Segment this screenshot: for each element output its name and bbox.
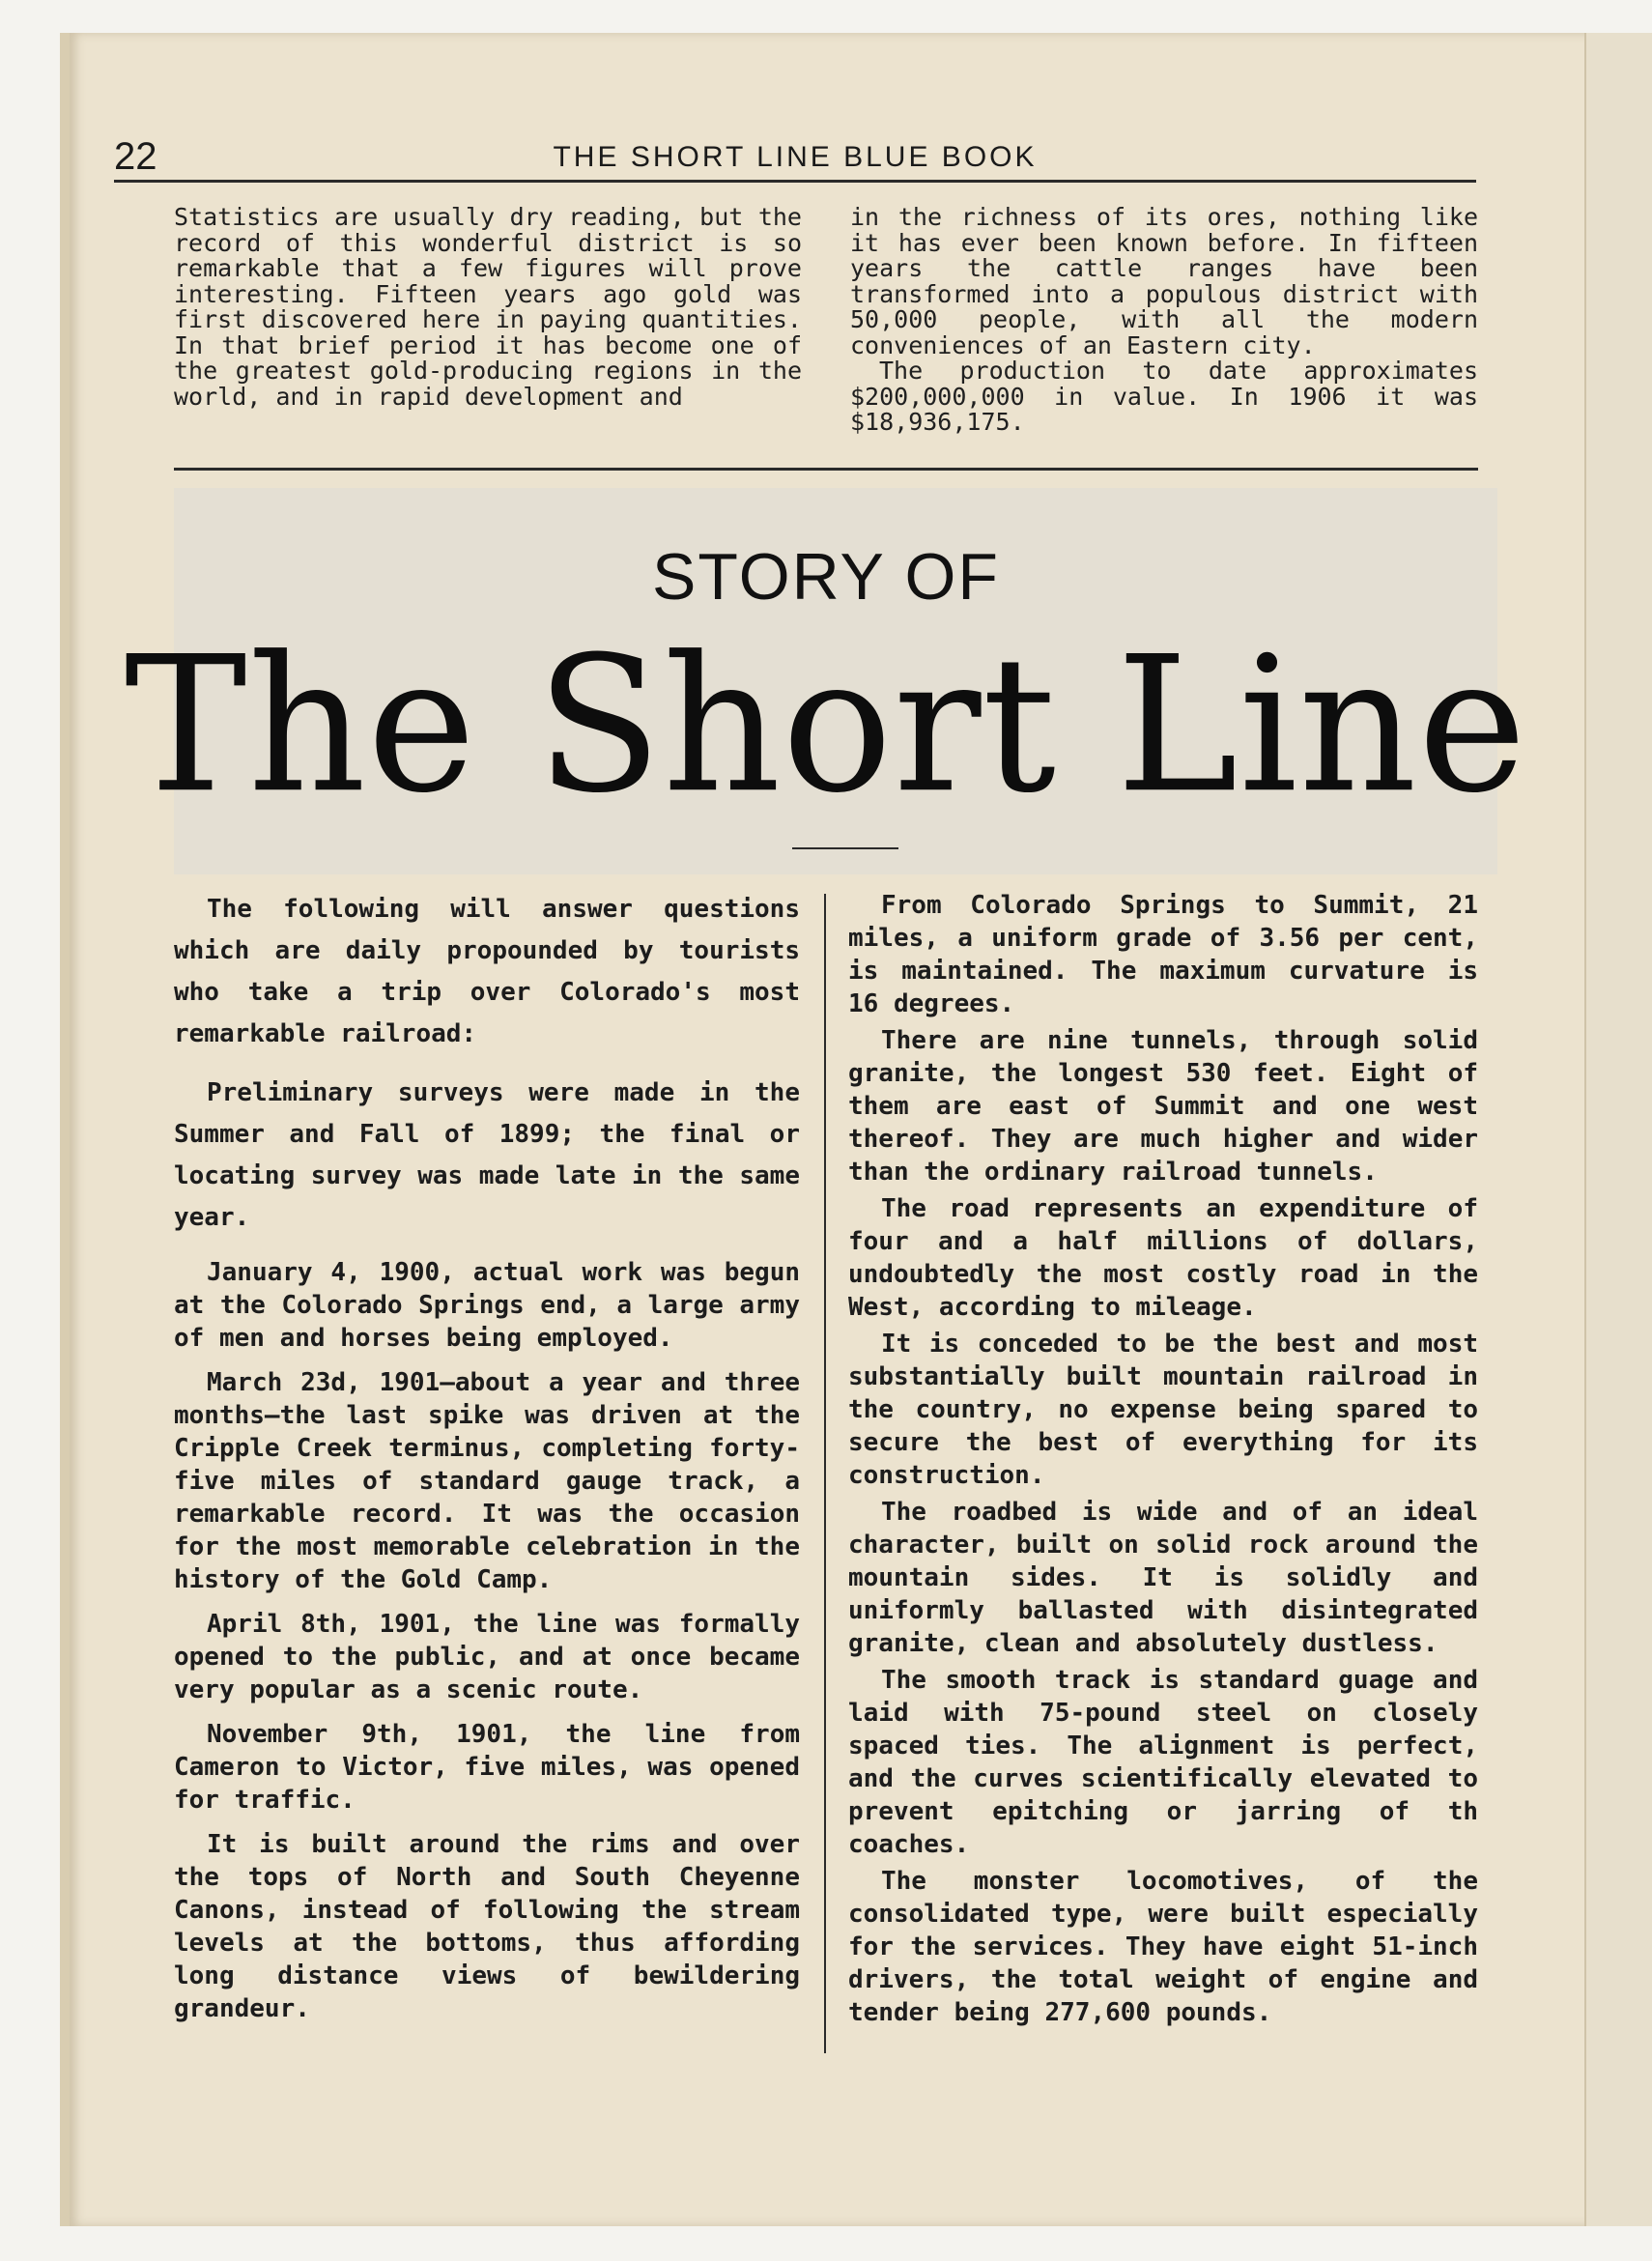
- body-paragraph: There are nine tunnels, through solid granite, the longest 530 feet. Eight of them are east of Summit and one west thereof. They are much higher and wider than the ordinary railroad tunnels.: [848, 1026, 1478, 1187]
- body-paragraph: The smooth track is standard guage and laid with 75-pound steel on closely spaced ties. The alignment is perfect, and the curves scientifically elevated to prevent epitching or jarring of th coaches.: [848, 1666, 1478, 1859]
- right-column: [848, 889, 1478, 2033]
- intro-paragraph: Statistics are usually dry reading, but the record of this wonderful district is so remarkable that a few figures will prove interesting. Fifteen years ago gold was first discovered here in paying quantities. In that brief period it has become one of the greatest gold-producing regions in the world, and in rapid development and: [174, 203, 802, 411]
- body-paragraph: March 23d, 1901—about a year and three months—the last spike was driven at the Cripple Creek terminus, completing forty-five miles of standard gauge track, a remarkable record. It was the occasion for the most memorable celebration in the history of the Gold Camp.: [174, 1368, 800, 1594]
- section-rule: [174, 468, 1478, 471]
- body-paragraph: November 9th, 1901, the line from Cameron to Victor, five miles, was opened for traffic.: [174, 1720, 800, 1815]
- body-paragraph: The monster locomotives, of the consolidated type, were built especially for the services. They have eight 51-inch drivers, the total weight of engine and tender being 277,600 pounds.: [848, 1867, 1478, 2027]
- title-kicker: STORY OF: [652, 540, 1000, 614]
- body-paragraph: From Colorado Springs to Summit, 21 miles, a uniform grade of 3.56 per cent, is maintained. The maximum curvature is 16 degrees.: [848, 891, 1478, 1018]
- page-number: 22: [114, 135, 157, 178]
- facing-page-edge: [1584, 33, 1652, 2226]
- running-title: THE SHORT LINE BLUE BOOK: [553, 141, 1038, 173]
- column-divider: [824, 894, 826, 2053]
- body-paragraph: The roadbed is wide and of an ideal character, built on solid rock around the mountain sides. It is solidly and uniformly ballasted with disintegrated granite, clean and absolutely dustless.: [848, 1498, 1478, 1658]
- body-paragraph: April 8th, 1901, the line was formally opened to the public, and at once became very popular as a scenic route.: [174, 1610, 800, 1704]
- intro-left-column: [174, 205, 802, 410]
- header-rule: [114, 180, 1476, 183]
- intro-paragraph: The production to date approximates $200,000,000 in value. In 1906 it was $18,936,175.: [850, 357, 1478, 436]
- body-paragraph: January 4, 1900, actual work was begun at the Colorado Springs end, a large army of men and horses being employed.: [174, 1258, 800, 1353]
- body-paragraph: It is built around the rims and over the tops of North and South Cheyenne Canons, instead of following the stream levels at the bottoms, thus affording long distance views of bewildering grandeur.: [174, 1830, 800, 2023]
- page-header: [114, 104, 1476, 182]
- body-paragraph: Preliminary surveys were made in the Summer and Fall of 1899; the final or locating survey was made late in the same year.: [174, 1078, 800, 1232]
- body-paragraph: It is conceded to be the best and most substantially built mountain railroad in the country, no expense being spared to secure the best of everything for its construction.: [848, 1330, 1478, 1490]
- body-paragraph: The road represents an expenditure of four and a half millions of dollars, undoubtedly the most costly road in the West, according to mileage.: [848, 1194, 1478, 1322]
- left-column: [174, 889, 800, 2037]
- title-underline: [792, 847, 898, 849]
- body-paragraph: The following will answer questions which are daily propounded by tourists who take a trip over Colorado's most remarkable railroad:: [174, 895, 800, 1048]
- intro-right-column: [850, 205, 1478, 436]
- main-title: The Short Line: [124, 615, 1528, 835]
- intro-paragraph: in the richness of its ores, nothing like it has ever been known before. In fifteen years the cattle ranges have been transformed into a populous district with 50,000 people, with all the modern conveniences of an Eastern city.: [850, 203, 1478, 359]
